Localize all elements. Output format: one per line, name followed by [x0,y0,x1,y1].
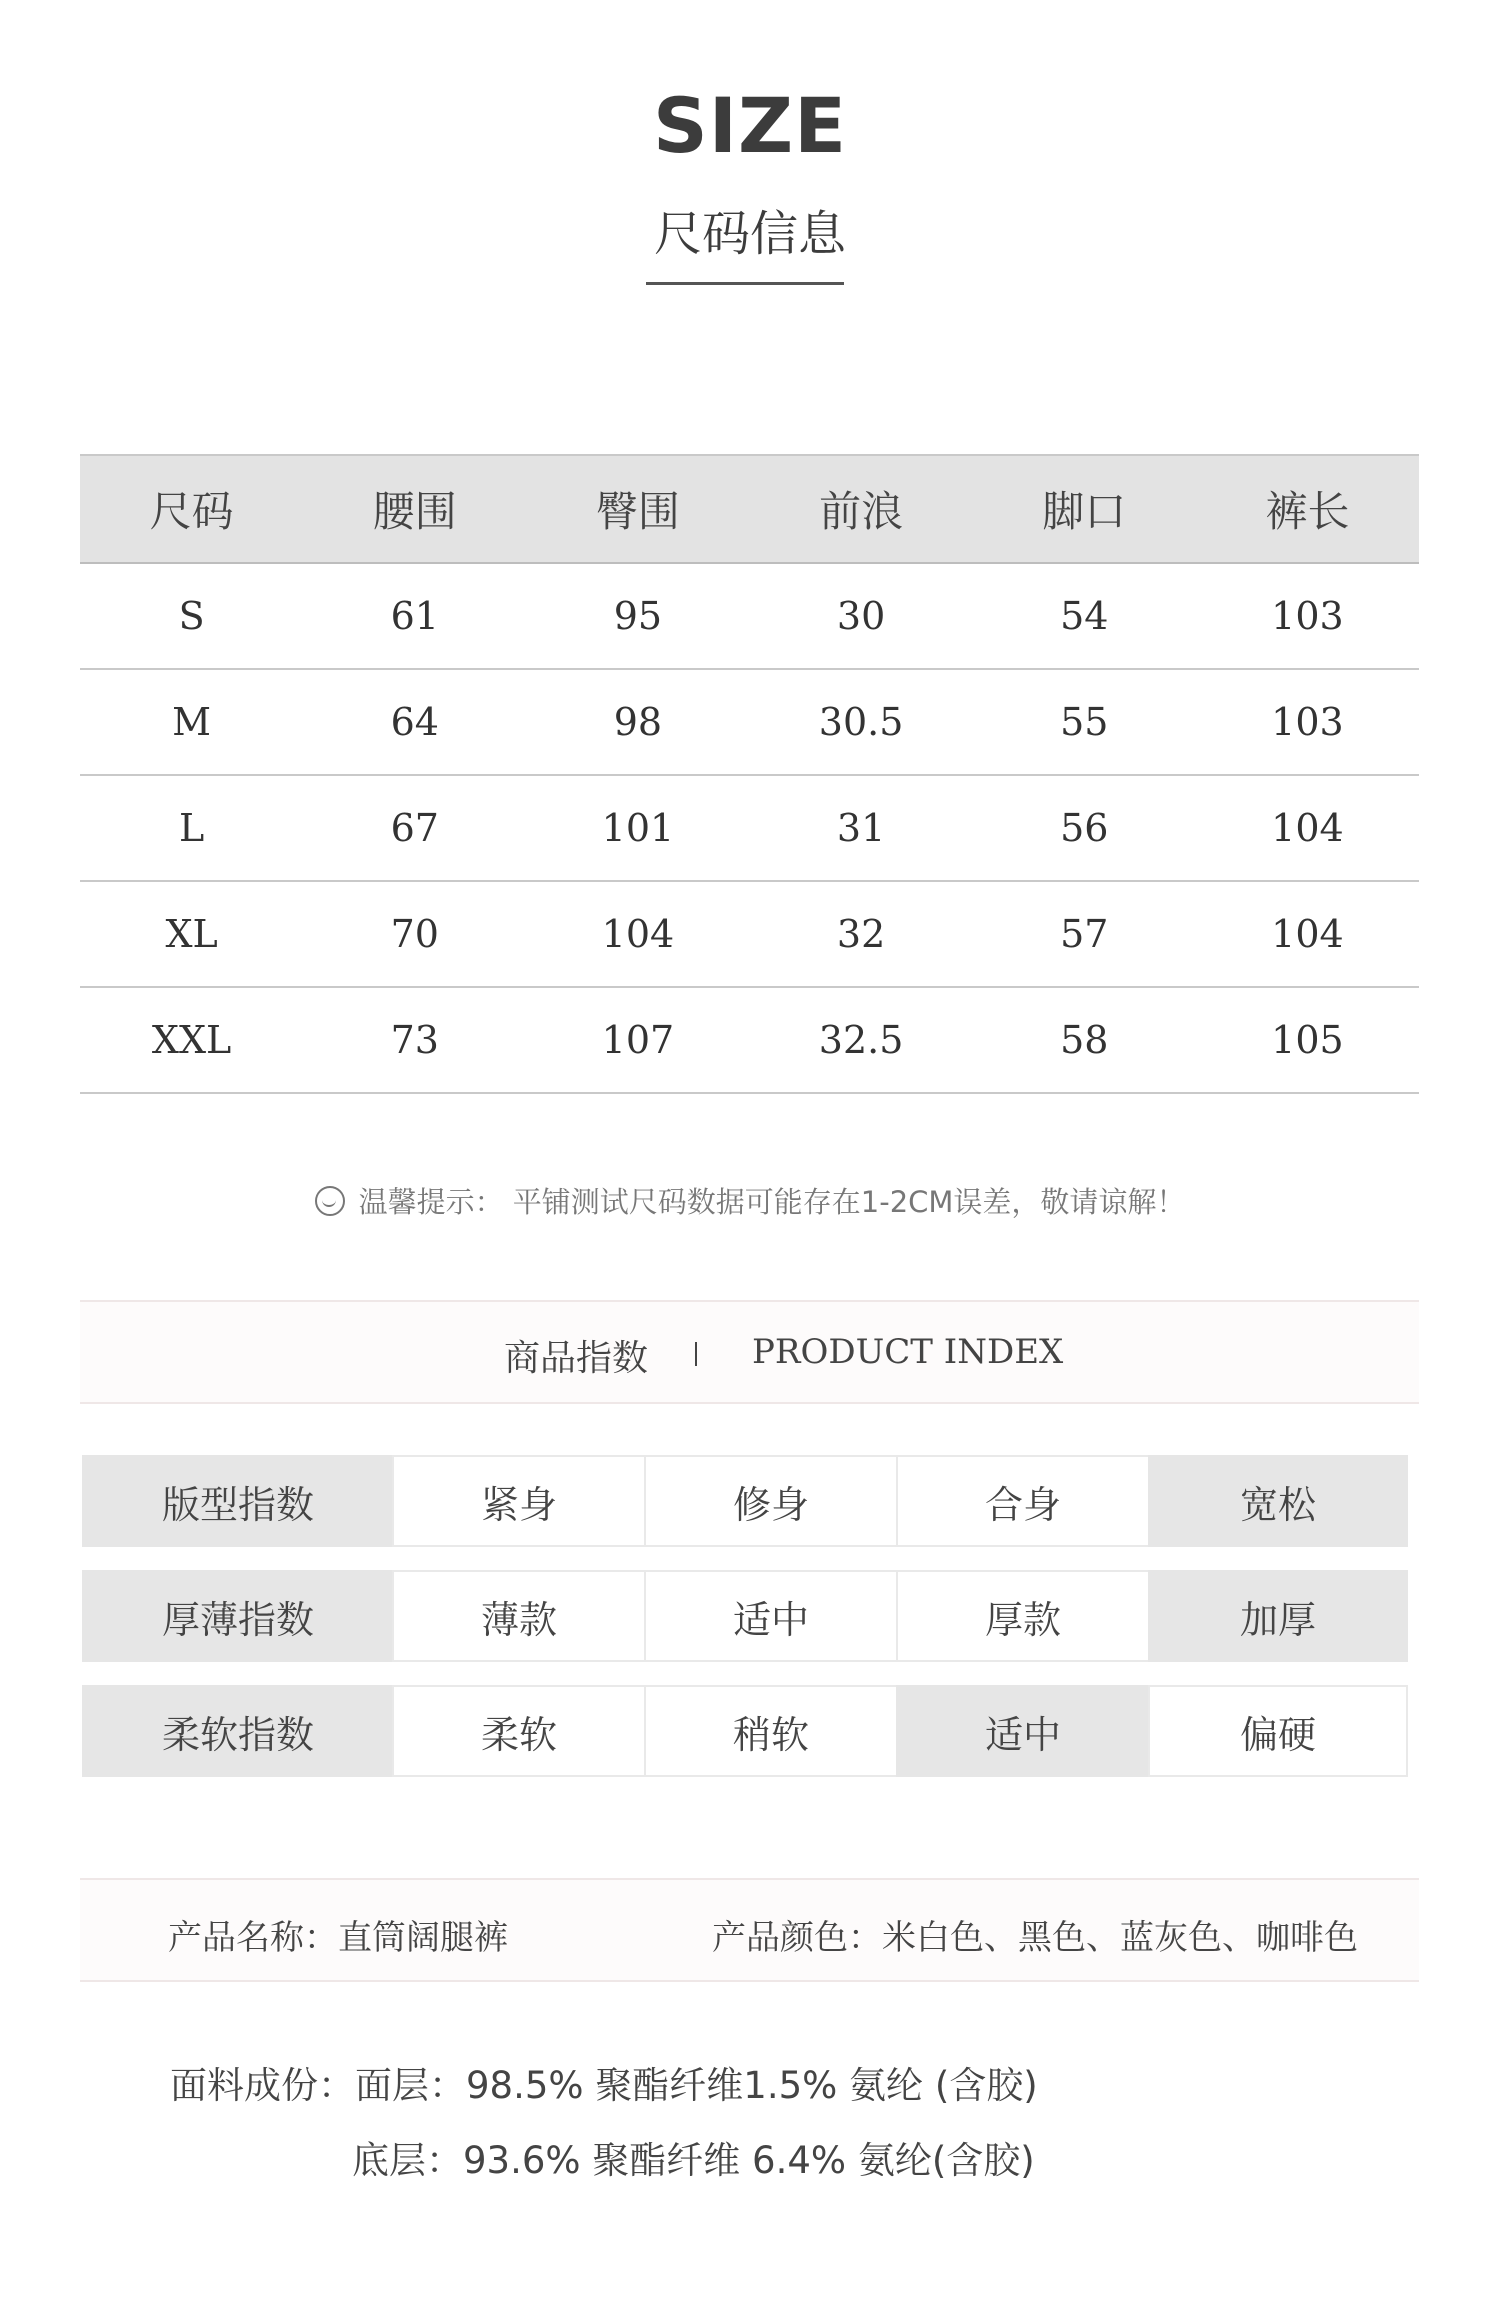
table-cell: 104 [1271,912,1344,956]
index-row-fit [82,1455,1414,1547]
table-cell: 32 [836,912,886,956]
product-info-band [80,1878,1419,1982]
table-cell: 101 [601,806,675,850]
product-index-label-cn: 商品指数 [504,1338,649,1379]
index-row-softness [82,1685,1414,1777]
table-row [80,670,1419,776]
table-cell: 54 [1060,594,1109,638]
table-cell: 31 [836,806,886,850]
table-cell: 32.5 [818,1018,904,1062]
table-row [80,776,1419,882]
table-cell: XXL [151,1018,232,1062]
table-cell: 67 [390,806,439,850]
index-option: 偏硬 [1148,1685,1408,1777]
size-title: SIZE [652,81,848,170]
product-index-label-en: PRODUCT INDEX [752,1332,1064,1372]
size-table-header [80,456,1419,564]
column-header: 腰围 [372,487,457,536]
index-option: 修身 [644,1455,898,1547]
table-cell: 30.5 [818,700,904,744]
column-header: 脚口 [1042,487,1127,536]
table-cell: 58 [1060,1018,1109,1062]
index-option: 柔软 [392,1685,646,1777]
column-header: 臀围 [595,487,680,536]
table-cell: S [178,594,205,638]
index-option-selected: 加厚 [1148,1570,1408,1662]
index-option: 稍软 [644,1685,898,1777]
table-cell: 105 [1271,1018,1344,1062]
index-option: 厚款 [896,1570,1150,1662]
table-cell: 56 [1060,806,1109,850]
index-row-thickness [82,1570,1414,1662]
table-cell: 107 [601,1018,675,1062]
table-cell: 103 [1271,700,1344,744]
table-cell: 30 [836,594,886,638]
size-subtitle: 尺码信息 [653,206,846,262]
fabric-composition-line-2: 底层：93.6% 聚酯纤维 6.4% 氨纶(含胶) [352,2139,1035,2182]
table-cell: L [178,806,205,850]
table-cell: 64 [390,700,439,744]
fabric-composition-line-1: 面料成份：面层：98.5% 聚酯纤维1.5% 氨纶 (含胶) [170,2064,1038,2107]
table-cell: 61 [390,594,439,638]
table-row [80,988,1419,1094]
table-cell: 73 [390,1018,439,1062]
smile-icon [315,1186,345,1216]
table-cell: 57 [1060,912,1109,956]
table-cell: 70 [390,912,439,956]
table-cell: 55 [1060,700,1109,744]
index-option-selected: 宽松 [1148,1455,1408,1547]
subtitle-underline [646,282,844,285]
column-header: 尺码 [149,487,234,536]
index-row-label: 柔软指数 [82,1685,394,1777]
table-row [80,564,1419,670]
table-cell: 103 [1271,594,1344,638]
size-tip [0,1182,1500,1222]
table-cell: 95 [613,594,663,638]
table-cell: 98 [613,700,663,744]
index-row-label: 版型指数 [82,1455,394,1547]
index-option: 适中 [644,1570,898,1662]
product-colors: 产品颜色：米白色、黑色、蓝灰色、咖啡色 [712,1918,1358,1958]
table-cell: 104 [1271,806,1344,850]
index-row-label: 厚薄指数 [82,1570,394,1662]
index-option: 紧身 [392,1455,646,1547]
index-option-selected: 适中 [896,1685,1150,1777]
index-option: 薄款 [392,1570,646,1662]
size-table [80,454,1419,1094]
product-index-heading [80,1300,1419,1404]
tip-text: 温馨提示： 平铺测试尺码数据可能存在1-2CM误差，敬请谅解！ [358,1185,1186,1219]
table-cell: 104 [601,912,675,956]
column-header: 裤长 [1265,487,1350,536]
column-header: 前浪 [819,487,904,536]
table-cell: XL [165,912,218,956]
table-cell: M [172,700,212,744]
divider [695,1342,697,1366]
index-option: 合身 [896,1455,1150,1547]
product-name: 产品名称：直筒阔腿裤 [168,1918,508,1958]
table-row [80,882,1419,988]
